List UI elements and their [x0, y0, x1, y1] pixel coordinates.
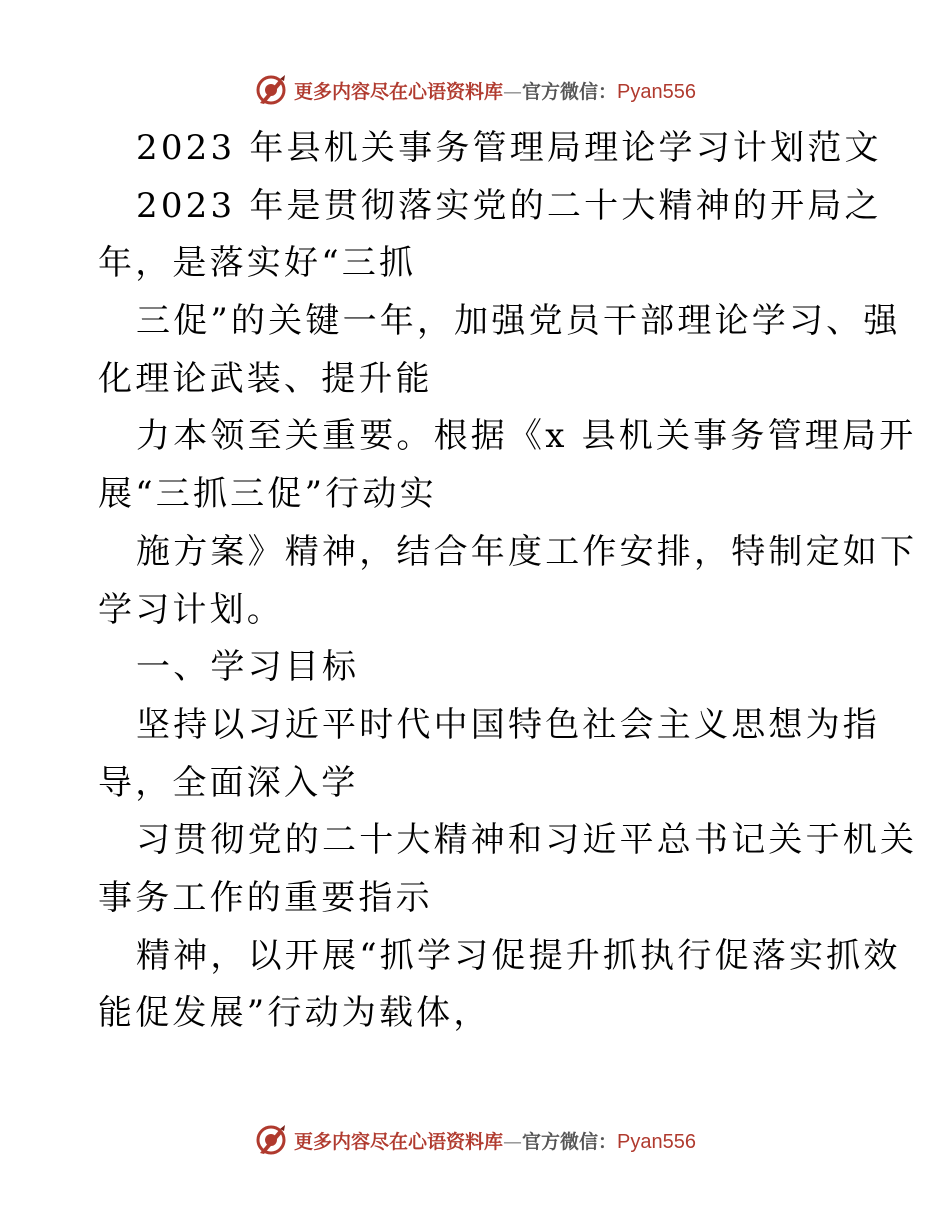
text-line: 习贯彻党的二十大精神和习近平总书记关于机关	[136, 820, 918, 861]
text-line: 精神，以开展“抓学习促提升抓执行促落实抓效	[136, 935, 901, 976]
banner-text	[294, 1127, 696, 1154]
text-line: 力本领至关重要。根据《x 县机关事务管理局开	[136, 416, 917, 457]
text-line: 展“三抓三促”行动实	[98, 474, 437, 515]
footer-banner	[0, 1120, 950, 1160]
text-line: 导，全面深入学	[98, 762, 359, 803]
document-title: 2023 年县机关事务管理局理论学习计划范文	[136, 128, 882, 168]
banner-text	[294, 77, 696, 104]
banner-wechat-id: Pyan556	[617, 1130, 696, 1153]
text-line: 能促发展”行动为载体，	[98, 993, 491, 1034]
text-line: 事务工作的重要指示	[98, 877, 433, 918]
banner-wechat-label: 官方微信：	[522, 80, 618, 103]
quill-pen-logo-icon	[254, 1123, 288, 1157]
text-line: 施方案》精神，结合年度工作安排，特制定如下	[136, 531, 918, 572]
text-line: 坚持以习近平时代中国特色社会主义思想为指	[136, 704, 880, 745]
document-body	[98, 120, 918, 1043]
banner-dash: —	[503, 80, 523, 103]
section-heading: 一、学习目标	[136, 647, 360, 688]
banner-title: 更多内容尽在心语资料库	[294, 1130, 504, 1153]
header-banner	[0, 70, 950, 110]
banner-wechat-id: Pyan556	[617, 80, 696, 103]
quill-pen-logo-icon	[254, 73, 288, 107]
text-line: 化理论武装、提升能	[98, 358, 433, 399]
text-line: 三促”的关键一年，加强党员干部理论学习、强	[136, 301, 901, 342]
text-line: 年，是落实好“三抓	[98, 243, 417, 284]
banner-dash: —	[503, 1130, 523, 1153]
text-line: 学习计划。	[98, 589, 284, 630]
text-line: 2023 年是贯彻落实党的二十大精神的开局之	[136, 185, 882, 226]
banner-title: 更多内容尽在心语资料库	[294, 80, 504, 103]
banner-wechat-label: 官方微信：	[522, 1130, 618, 1153]
